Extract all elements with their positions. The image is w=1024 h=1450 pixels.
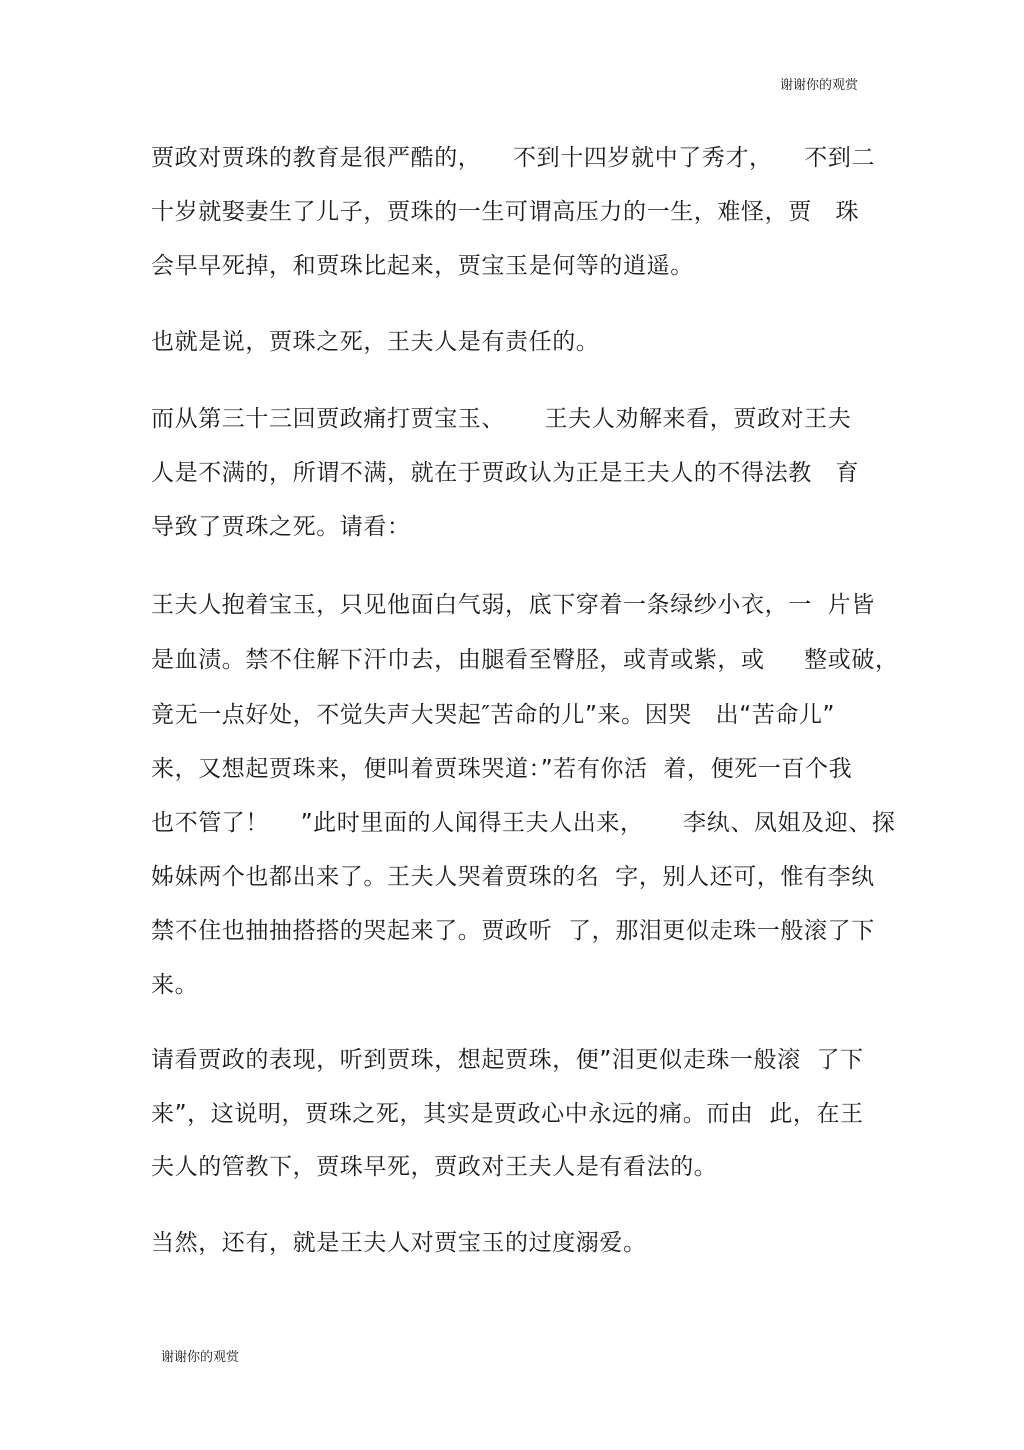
page-footer-note: 谢谢你的观赏: [161, 1350, 240, 1365]
text-line: 夫人的管教下，贾珠早死，贾政对王夫人是有看法的。: [151, 1154, 718, 1180]
text-line: 导致了贾珠之死。请看：: [151, 514, 411, 540]
text-line: 人是不满的，所谓不满，就在于贾政认为正是王夫人的不得法教 育: [151, 460, 860, 486]
text-line: 当然，还有，就是王夫人对贾宝玉的过度溺爱。: [151, 1230, 647, 1256]
page-header-note: 谢谢你的观赏: [779, 78, 858, 93]
text-line: 会早早死掉，和贾珠比起来，贾宝玉是何等的逍遥。: [151, 253, 694, 279]
text-line: 禁不住也抽抽搭搭的哭起来了。贾政听 了，那泪更似走珠一般滚了下: [151, 918, 875, 944]
text-line: 是血渍。禁不住解下汗巾去，由腿看至臀胫，或青或紫，或 整或破，: [151, 647, 899, 673]
text-line: 王夫人抱着宝玉，只见他面白气弱，底下穿着一条绿纱小衣，一 片皆: [151, 592, 875, 618]
text-line: 来。: [151, 972, 199, 998]
text-line: 贾政对贾珠的教育是很严酷的， 不到十四岁就中了秀才， 不到二: [151, 145, 876, 171]
text-line: 来”，这说明，贾珠之死，其实是贾政心中永远的痛。而由 此，在王: [151, 1101, 864, 1127]
text-line: 姊妹两个也都出来了。王夫人哭着贾珠的名 字，别人还可，惟有李纨: [151, 864, 875, 890]
text-line: 而从第三十三回贾政痛打贾宝玉、 王夫人劝解来看，贾政对王夫: [151, 406, 852, 432]
text-line: 十岁就娶妻生了儿子，贾珠的一生可谓高压力的一生，难怪，贾 珠: [151, 199, 860, 225]
text-line: 请看贾政的表现，听到贾珠，想起贾珠，便”泪更似走珠一般滚 了下: [151, 1047, 864, 1073]
text-line: 也就是说，贾珠之死，王夫人是有责任的。: [151, 329, 600, 355]
text-line: 来，又想起贾珠来，便叫着贾珠哭道：”若有你活 着，便死一百个我: [151, 756, 853, 782]
text-line: 竟无一点好处，不觉失声大哭起″苦命的儿”来。因哭 出“苦命儿”: [151, 702, 836, 728]
text-line: 也不管了！ ”此时里面的人闻得王夫人出来， 李纨、凤姐及迎、探: [151, 810, 896, 836]
